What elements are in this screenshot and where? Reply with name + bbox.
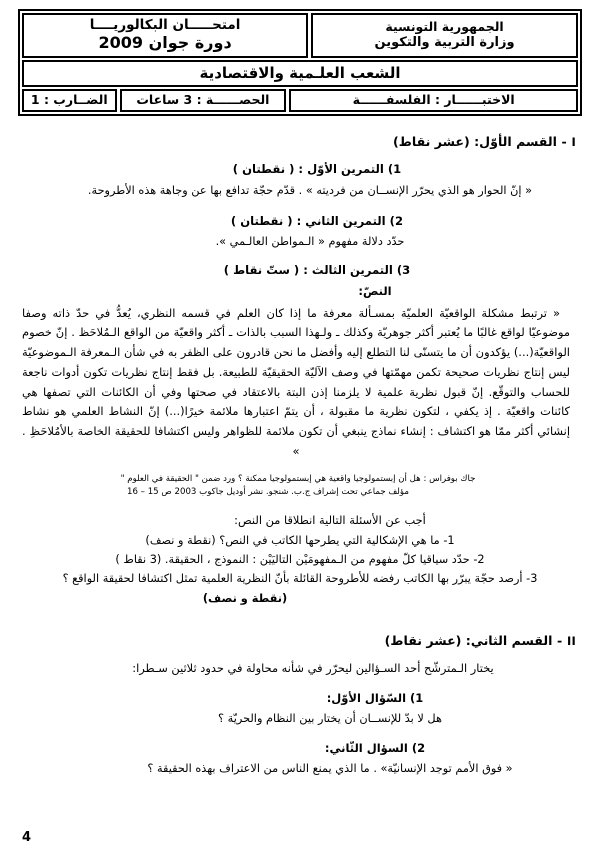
exam-header-table [18,9,582,116]
subject-1-heading: 1) السّؤال الأوّل: [326,690,424,705]
source-line-1: جاك بوفراس : هل أن إبستمولوجيا واقعية هي إبستمولوجيا ممكنة ؟ ورد ضمن " الحقيقة في العلوم " [120,474,476,485]
exercise-1-body: « إنّ الحوار هو الذي يحرّر الإنســان من فرديته » . قدّم حجّة تدافع بها عن وجاهة هذه الأطروحة. [87,184,533,198]
republic-line-1: الجمهورية التونسية [385,19,504,35]
exam-page [0,9,600,859]
exam-title-line: امتحـــــان البكالوريــــا [89,17,241,33]
source-text-passage: « ترتبط مشكلة الواقعيّة العلميّة بمسـألة معرفة ما إذا كان العلم في قسمه النظري، يُعدُّ في حدّ ذاته وصفا موضوعيّا لواقع غالبًا ما يُعتبر أكثر جوهريّة وكذلك ـ ولـهذا السبب بالذات ـ أكثر واقعيّة من الواقع الـمُلاحَظ . إنّ خصوم الواقعيّة(...) يؤكدون أن ما يتسنّى لنا التطلع إليه وأفضل ما نحن قادرون على الظفر به في شأن الـمعرفة الـموضوعيّة ليس إنتاج نظريات صحيحة تكمن مهمّتها في وصف الآليّة الحقيقيّة للطبيعة. بل فقط إنتاج نظريات تكون أدوات ناجعة للحساب والتوقّع. إنّ قبول نظرية علمية لا يلزمنا إذن البتة بالاعتقاد في صحتها وفي أن الكائنات التي تصفها هي كائنات واقعيّة . إذ يكفي ، لتكون نظرية ما مقبولة ، أن يتمّ اعتبارها ملائمة خيرًا(...) إنّ النشاط العلمي هو نشاط إنشائي أكثر ممّا هو اكتشاف : إنشاء نماذج ينبغي أن تكون ملائمة للظواهر وليس اكتشافا للحقيقة الخاصة بالأمُلاحَظِ . » [22,305,570,458]
text-source-attribution [16,473,580,498]
header-cell-exam [22,13,308,58]
header-cell-stream: الشعب العلـمية والاقتصادية [22,60,578,88]
subject-2-heading: 2) السؤال الثّاني: [324,741,426,756]
section-2-instructions: يختار الـمترشّح أحد السـؤالين ليحرّر في شأنه محاولة في حدود ثلاثين سـطرا: [132,661,494,676]
section-2-title [16,631,576,651]
republic-line-2: وزارة التربية والتكوين [374,35,515,51]
exercise-1-heading: 1) التمرين الأوّل : ( نقطتان ) [232,162,402,177]
exercise-2-body: حدّد دلالة مفهوم « الـمواطن العالـمي ». [215,235,405,249]
section-2-roman: II [567,634,576,649]
exam-body [16,116,584,777]
section-2-label: - القسم الثاني: (عشر نقاط) [384,633,563,649]
header-row-stream [22,60,578,88]
section-1-roman: I [571,135,576,150]
header-row-details [22,89,578,112]
exam-session-line: دورة جوان 2009 [98,32,232,52]
header-cell-subject: الاختبــــــار : الفلسفــــــة [289,89,578,112]
question-3-points: (نقطة و نصف) [202,591,288,605]
source-line-2: مؤلف جماعي تحت إشراف ج.ب. شنجو. نشر أوديل جاكوب 2003 ص 15 – 16 [127,486,409,497]
header-cell-republic [311,13,578,58]
header-row-top [22,13,578,58]
section-1-title [16,132,576,152]
subject-1-body: هل لا بدّ للإنســان أن يختار بين النظام والحريّة ؟ [218,711,442,725]
exercise-3-heading: 3) التمرين الثالث : ( ستّ نقاط ) [223,262,411,277]
question-item: 3- أرصد حجّة يبرّر بها الكاتب رفضه للأطروحة القائلة بأنّ النظرية العلمية تمثل اكتشافا لحقيقة الواقع ؟ [62,572,538,586]
section-1-label: - القسم الأوّل: (عشر نقاط) [393,134,567,150]
text-label: النصّ: [358,283,392,298]
header-cell-coefficient: الضــارب : 1 [22,89,117,112]
exercise-2-heading: 2) التمرين الثاني : ( نقطتان ) [230,213,404,228]
question-item: 1- ما هي الإشكالية التي يطرحها الكاتب في النص؟ (نقطة و نصف) [145,533,455,547]
subject-2-body: « فوق الأمم توجد الإنسانيّة» . ما الذي يمنع الناس من الاعتراف بهذه الحقيقة ؟ [147,761,513,775]
questions-intro: أجب عن الأسئلة التالية انطلاقا من النص: [234,513,426,528]
page-number: 4 [22,830,32,845]
section-2 [16,631,584,777]
question-item: 2- حدّد سياقيا كلّ مفهوم من الـمفهومَيْن التاليَيْن : النموذج ، الحقيقة. (3 نقاط ) [115,553,485,567]
questions-list [16,532,584,589]
header-cell-duration: الحصــــــة : 3 ساعات [120,89,287,112]
